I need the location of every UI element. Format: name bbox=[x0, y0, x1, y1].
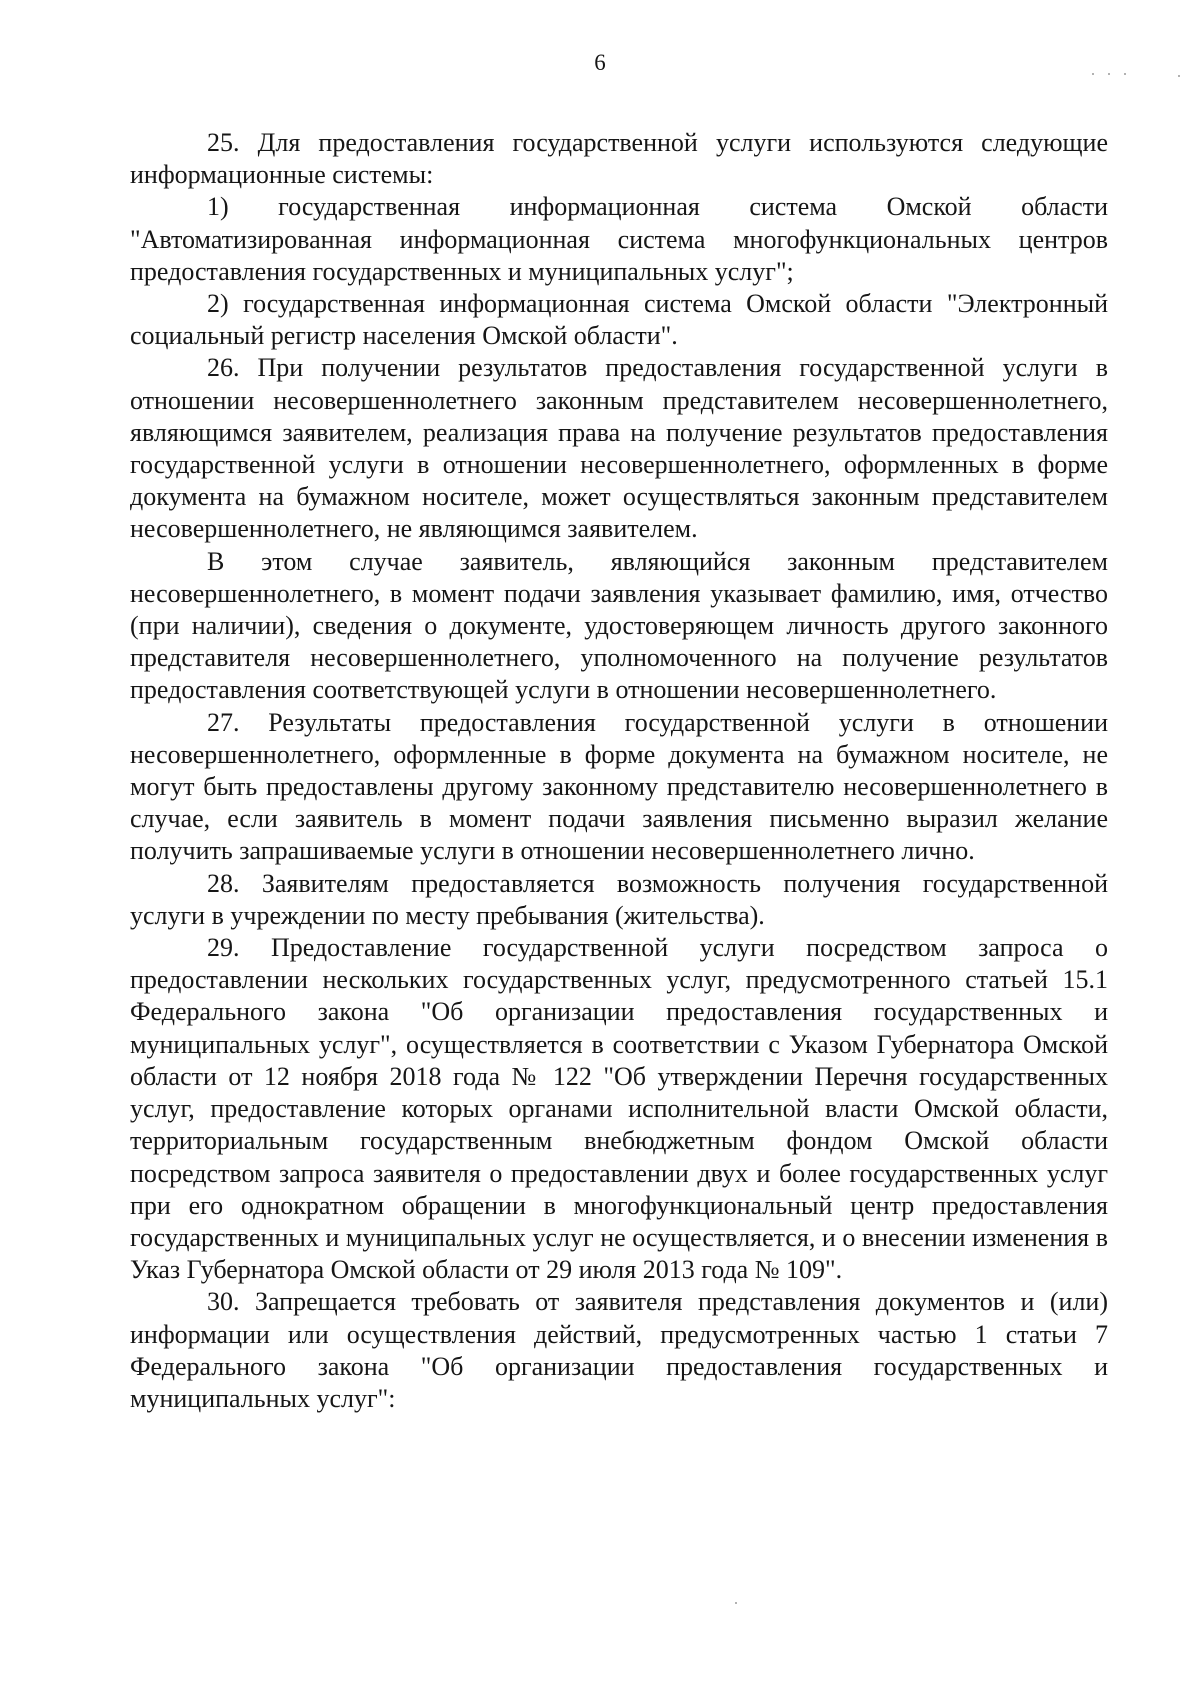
list-item-2: 2) государственная информационная система Омской области "Электронный социальный регистр населения Омской области". bbox=[130, 289, 1108, 351]
scan-speck bbox=[1124, 73, 1126, 75]
page-number: 6 bbox=[594, 50, 606, 75]
paragraph-26: 26. При получении результатов предоставления государственной услуги в отношении несовершеннолетнего законным представителем несовершеннолетнего, являющимся заявителем, реализация права на получение результатов предоставления государственной услуги в отношении несовершеннолетнего, оформленных в форме документа на бумажном носителе, может осуществляться законным представителем несовершеннолетнего, не являющимся заявителем. bbox=[130, 353, 1108, 544]
paragraph-27: 27. Результаты предоставления государственной услуги в отношении несовершеннолетнего, оформленные в форме документа на бумажном носителе, не могут быть предоставлены другому законному представителю несовершеннолетнего в случае, если заявитель в момент подачи заявления письменно выразил желание получить запрашиваемые услуги в отношении несовершеннолетнего лично. bbox=[130, 707, 1108, 866]
document-body bbox=[130, 127, 1108, 1415]
scan-speck bbox=[1178, 75, 1180, 77]
scan-speck bbox=[735, 1602, 737, 1604]
paragraph-30: 30. Запрещается требовать от заявителя представления документов и (или) информации или осуществления действий, предусмотренных частью 1 статьи 7 Федерального закона "Об организации предоставления государственных и муниципальных услуг": bbox=[130, 1287, 1108, 1413]
paragraph-28: 28. Заявителям предоставляется возможность получения государственной услуги в учреждении по месту пребывания (жительства). bbox=[130, 868, 1108, 930]
paragraph-26-continuation: В этом случае заявитель, являющийся законным представителем несовершеннолетнего, в момент подачи заявления указывает фамилию, имя, отчество (при наличии), сведения о документе, удостоверяющем личность другого законного представителя несовершеннолетнего, уполномоченного на получение результатов предоставления соответствующей услуги в отношении несовершеннолетнего. bbox=[130, 546, 1108, 705]
scan-speck bbox=[1108, 73, 1110, 75]
paragraph-25: 25. Для предоставления государственной услуги используются следующие информационные системы: bbox=[130, 128, 1108, 190]
scan-speck bbox=[1092, 73, 1094, 75]
paragraph-29: 29. Предоставление государственной услуги посредством запроса о предоставлении нескольких государственных услуг, предусмотренного статьей 15.1 Федерального закона "Об организации предоставления государственных и муниципальных услуг", осуществляется в соответствии с Указом Губернатора Омской области от 12 ноября 2018 года № 122 "Об утверждении Перечня государственных услуг, предоставление которых органами исполнительной власти Омской области, территориальным государственным внебюджетным фондом Омской области посредством запроса заявителя о предоставлении двух и более государственных услуг при его однократном обращении в многофункциональный центр предоставления государственных и муниципальных услуг не осуществляется, и о внесении изменения в Указ Губернатора Омской области от 29 июля 2013 года № 109". bbox=[130, 933, 1108, 1285]
list-item-1: 1) государственная информационная система Омской области "Автоматизированная информационная система многофункциональных центров предоставления государственных и муниципальных услуг"; bbox=[130, 192, 1108, 286]
